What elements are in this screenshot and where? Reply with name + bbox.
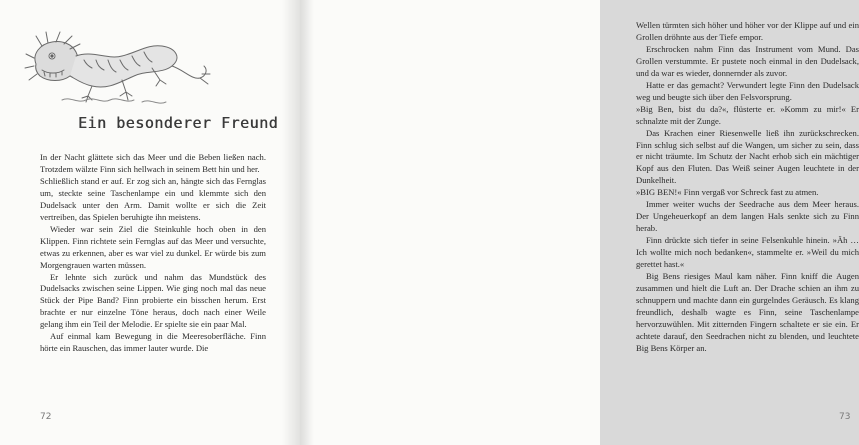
paragraph: »BIG BEN!« Finn vergaß vor Schreck fast zu atmen. <box>636 187 819 198</box>
paragraph: Wieder war sein Ziel die Steinkuhle hoch oben in den Klippen. Finn richtete sein Fernglas auf das Meer und versuchte, etwas zu erkennen, aber es war viel zu dunkel. Er würde bis zum Morgengrauen warten müssen. <box>40 223 266 270</box>
page-number-left: 72 <box>40 412 52 422</box>
right-page-text <box>636 20 859 355</box>
paragraph: In der Nacht glättete sich das Meer und die Beben ließen nach. Trotzdem wälzte Finn sich hellwach in seinem Bett hin und her. <box>40 152 266 174</box>
gutter-shadow-right <box>300 0 314 445</box>
sea-dragon-illustration <box>22 30 212 112</box>
page-number-right: 73 <box>839 412 851 422</box>
paragraph: Auf einmal kam Bewegung in die Meeresoberfläche. Finn hörte ein Rauschen, das immer lauter wurde. Die <box>40 331 266 354</box>
chapter-header <box>22 30 279 135</box>
paragraph: Er lehnte sich zurück und nahm das Mundstück des Dudelsacks zwischen seine Lippen. Wie ging noch mal das neue Stück der Pipe Band? Finn probierte ein bisschen herum. Erst brachte er nur einzelne Töne heraus, doch nach einer Weile gelang ihm ein Teil der Melodie. Er spielte sie ein paar Mal. <box>40 271 266 330</box>
paragraph: Schließlich stand er auf. Er zog sich an, hängte sich das Fernglas um, steckte seine Taschenlampe ein und klemmte sich den Dudelsack unter den Arm. Damit wollte er sich die Zeit vertreiben, das Spielen beruhigte ihn meistens. <box>40 175 266 222</box>
paragraph: Immer weiter wuchs der Seedrache aus dem Meer heraus. Der Ungeheuerkopf an dem langen Hals senkte sich zu Finn herab. <box>636 199 859 234</box>
paragraph: Finn drückte sich tiefer in seine Felsenkuhle hinein. »Äh … Ich wollte mich noch bedanken«, stammelte er. »Weil du mich gerettet hast.« <box>636 235 859 270</box>
paragraph: Hatte er das gemacht? Verwundert legte Finn den Dudelsack weg und beugte sich über den Felsvorsprung. <box>636 79 859 102</box>
paragraph: Erschrocken nahm Finn das Instrument vom Mund. Das Grollen verstummte. Er pustete noch einmal in den Dudelsack, und da war es wieder, donnernder als zuvor. <box>636 43 859 78</box>
right-page <box>300 0 859 445</box>
paragraph: »Big Ben, bist du da?«, flüsterte er. »Komm zu mir!« Er schnalzte mit der Zunge. <box>636 103 859 126</box>
paragraph: Big Bens riesiges Maul kam näher. Finn kniff die Augen zusammen und hielt die Luft an. Der Drache schien an ihm zu schnuppern und machte dann ein gurgelndes Geräusch. Es klang freundlich, deshalb wagte es Finn, seine Taschenlampe hervorzuwühlen. Mit zitternden Fingern schaltete er sie ein. Er achtete darauf, den Seedrachen nicht zu blenden, und leuchtete Big Bens Körper an. <box>636 271 859 353</box>
left-page <box>0 0 300 445</box>
chapter-title: Ein besonderer Freund <box>78 114 279 132</box>
left-page-text <box>40 152 266 355</box>
paragraph: Das Krachen einer Riesenwelle ließ ihn zurückschrecken. Finn schlug sich selbst auf die Wangen, um sicher zu sein, dass er nicht träumte. Im Schutz der Nacht erhob sich ein mächtiger Kopf aus den Fluten. Das Weiß seiner Augen leuchtete in der Dunkelheit. <box>636 127 859 186</box>
gutter-shadow-left <box>282 0 300 445</box>
paragraph: Wellen türmten sich höher und höher vor der Klippe auf und ein Grollen dröhnte aus der Tiefe empor. <box>636 20 859 42</box>
